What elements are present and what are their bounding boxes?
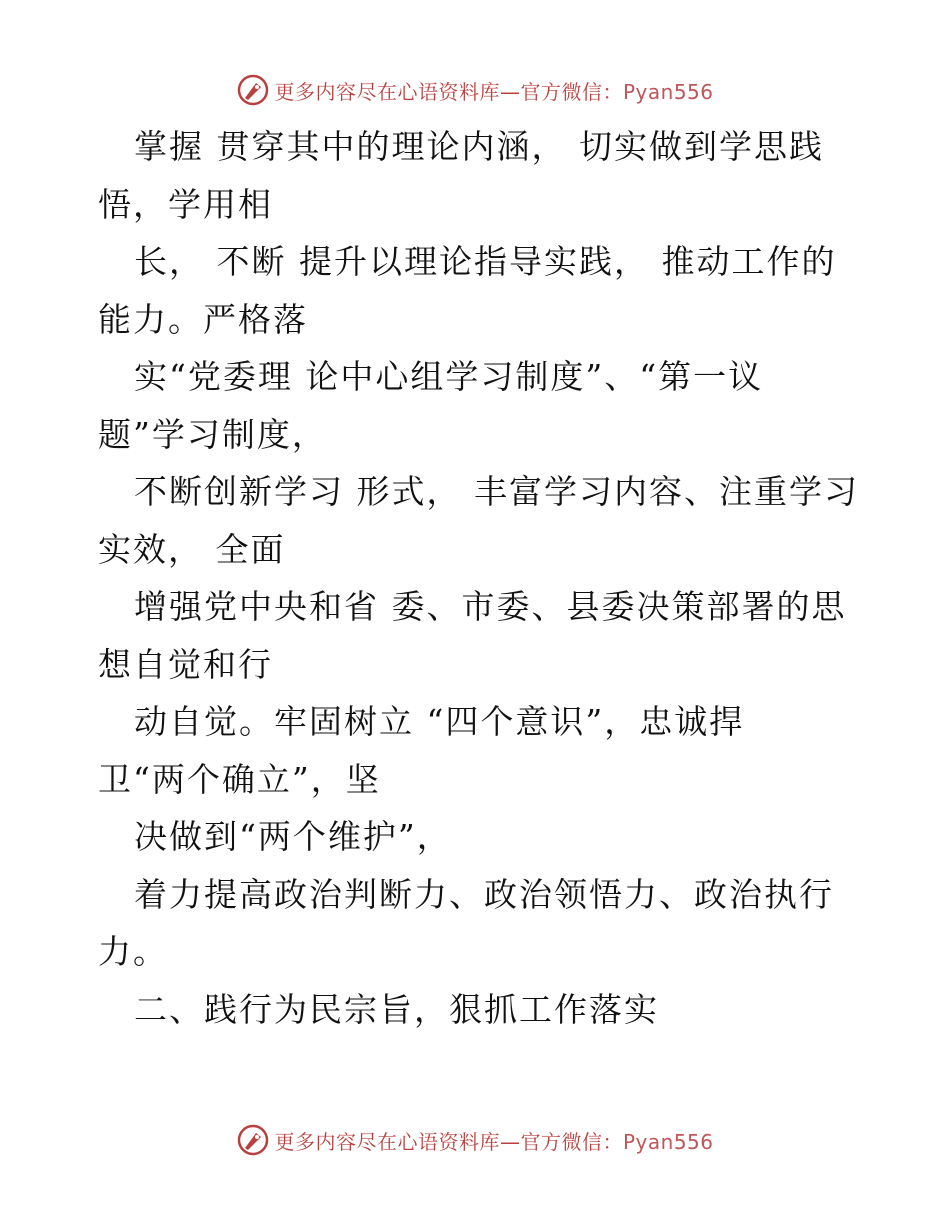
- header-contact-id: Pyan556: [622, 79, 714, 104]
- footer-site-text: 更多内容尽在心语资料库: [274, 1129, 500, 1154]
- pen-nib-circle-icon: [236, 73, 270, 107]
- body-line: 悟，学用相: [98, 184, 273, 224]
- body-line: 增强党中央和省 委、市委、县委决策部署的思: [134, 587, 847, 626]
- body-line: 决做到“两个维护”，: [134, 817, 452, 856]
- header-contact-label: 官方微信：: [520, 79, 623, 104]
- body-line: 实效， 全面: [98, 529, 286, 569]
- body-line: 实“党委理 论中心组学习制度”、“第一议: [134, 357, 764, 396]
- body-line: 题”学习制度，: [98, 414, 327, 454]
- footer-banner: [0, 1120, 950, 1160]
- body-line: 力。: [98, 932, 168, 971]
- body-line: 着力提高政治判断力、政治领悟力、政治执行: [134, 874, 834, 914]
- body-line: 动自觉。牢固树立 “四个意识”，忠诚捍: [134, 702, 745, 741]
- body-line: 长， 不断 提升以理论指导实践， 推动工作的: [134, 242, 837, 281]
- body-line: 不断创新学习 形式， 丰富学习内容、注重学习: [134, 472, 859, 511]
- header-site-text: 更多内容尽在心语资料库: [274, 79, 500, 104]
- header-banner-text: [274, 76, 713, 105]
- document-body: [98, 118, 898, 1038]
- pen-nib-circle-icon: [236, 1123, 270, 1157]
- footer-separator: —: [499, 1129, 521, 1154]
- section-heading: 二、践行为民宗旨，狠抓工作落实: [134, 989, 659, 1029]
- body-line: 掌握 贯穿其中的理论内涵， 切实做到学思践: [134, 127, 824, 166]
- header-banner: [0, 70, 950, 110]
- footer-contact-label: 官方微信：: [520, 1129, 623, 1154]
- body-line: 想自觉和行: [98, 644, 273, 684]
- footer-contact-id: Pyan556: [622, 1129, 714, 1154]
- body-line: 卫“两个确立”，坚: [98, 759, 381, 799]
- header-separator: —: [499, 79, 521, 104]
- body-line: 能力。严格落: [98, 299, 308, 339]
- footer-banner-text: [274, 1126, 713, 1155]
